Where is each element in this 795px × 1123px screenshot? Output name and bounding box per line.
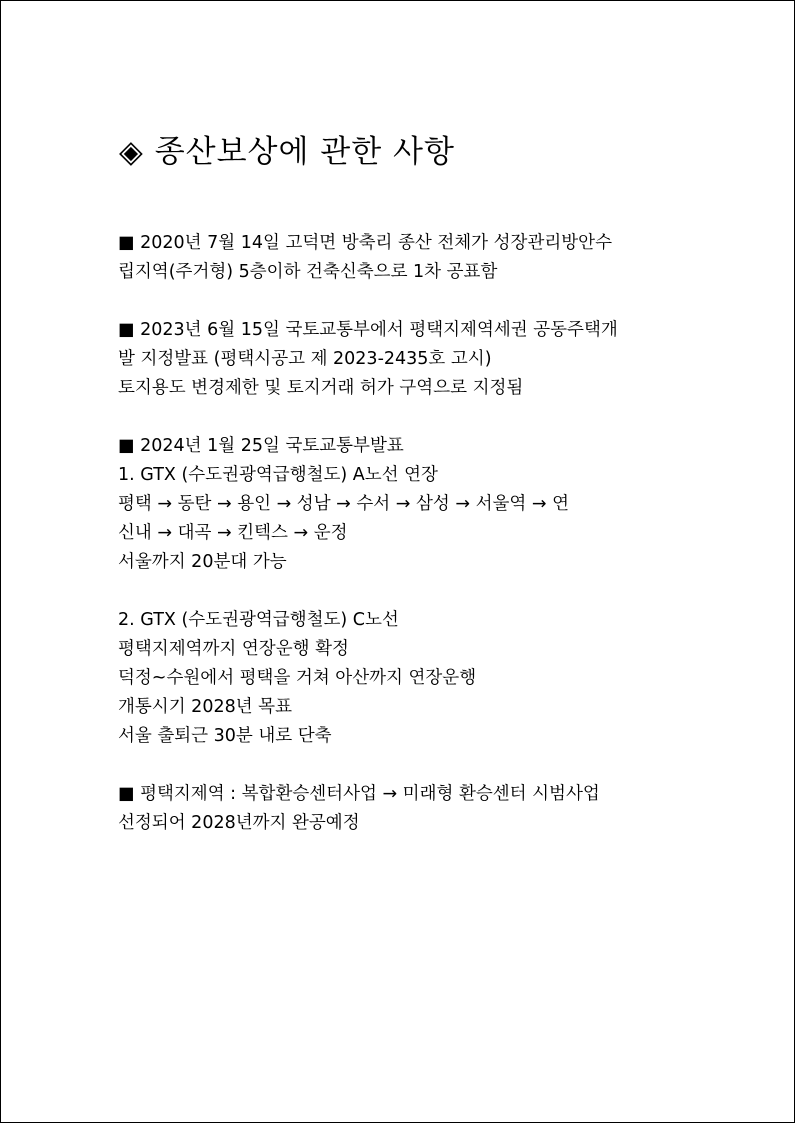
- section-2024-gtx-a: [118, 432, 690, 577]
- text-line: 토지용도 변경제한 및 토지거래 허가 구역으로 지정됨: [118, 378, 524, 398]
- text-line: 평택지제역까지 연장운행 확정: [118, 639, 349, 659]
- text-line: 평택 → 동탄 → 용인 → 성남 → 수서 → 삼성 → 서울역 → 연: [118, 494, 569, 514]
- text-line: ■ 2024년 1월 25일 국토교통부발표: [118, 436, 404, 456]
- text-line: 서울 출퇴근 30분 내로 단축: [118, 726, 332, 746]
- text-line: 립지역(주거형) 5층이하 건축신축으로 1차 공표함: [118, 262, 498, 282]
- text-line: 2. GTX (수도권광역급행철도) C노선: [118, 610, 399, 630]
- text-line: 신내 → 대곡 → 킨텍스 → 운정: [118, 523, 348, 543]
- text-line: 서울까지 20분대 가능: [118, 552, 287, 572]
- text-line: 덕정~수원에서 평택을 거쳐 아산까지 연장운행: [118, 668, 477, 688]
- section-2023-designation: [118, 316, 690, 403]
- text-line: ■ 2023년 6월 15일 국토교통부에서 평택지제역세권 공동주택개: [118, 320, 618, 340]
- document-body: [118, 229, 690, 867]
- text-line: ■ 2020년 7월 14일 고덕면 방축리 종산 전체가 성장관리방안수: [118, 233, 612, 253]
- page-title: ◈ 종산보상에 관한 사항: [119, 134, 455, 170]
- section-gtx-c: [118, 606, 690, 751]
- text-line: 개통시기 2028년 목표: [118, 697, 292, 717]
- text-line: ■ 평택지제역 : 복합환승센터사업 → 미래형 환승센터 시범사업: [118, 784, 600, 804]
- text-line: 1. GTX (수도권광역급행철도) A노선 연장: [118, 465, 438, 485]
- text-line: 선정되어 2028년까지 완공예정: [118, 813, 360, 833]
- section-transfer-center: [118, 780, 690, 838]
- section-2020-announcement: [118, 229, 690, 287]
- text-line: 발 지정발표 (평택시공고 제 2023-2435호 고시): [118, 349, 492, 369]
